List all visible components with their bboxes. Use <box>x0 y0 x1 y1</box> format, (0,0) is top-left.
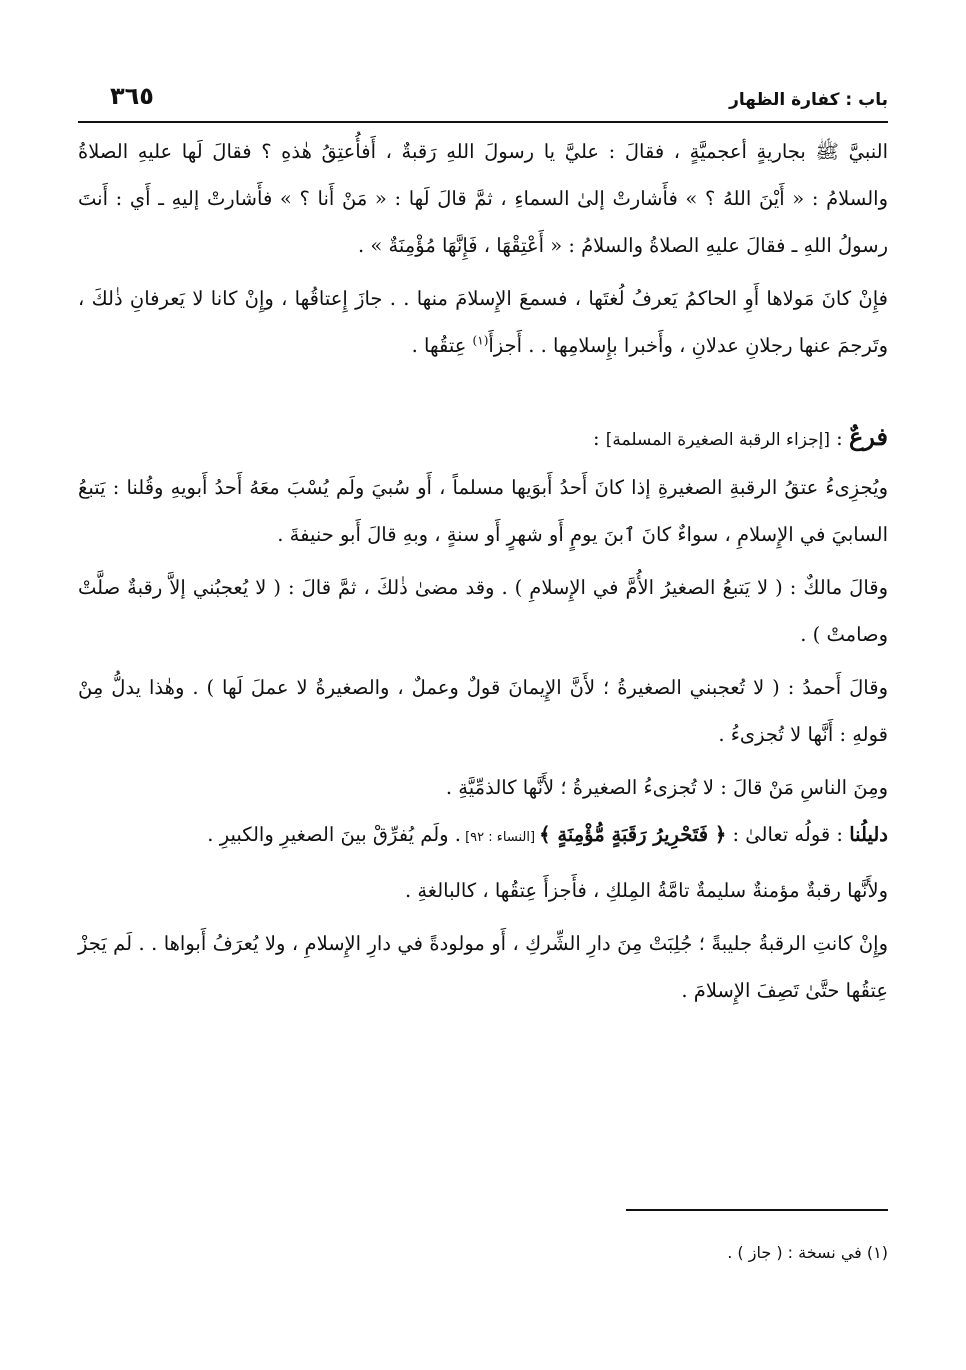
section-heading <box>78 413 888 464</box>
footnote-divider <box>626 1209 888 1211</box>
main-text <box>78 128 888 1014</box>
paragraph-1: النبيَّ ﷺ بجاريةٍ أعجميَّةٍ ، فقالَ : عليَّ يا رسولَ اللهِ رَقبةٌ ، أَفأُعتِقُ هٰذهِ ؟ فقالَ لَها عليهِ الصلاةُ والسلامُ : « أَيْنَ اللهُ ؟ » فأَشارتْ إلىٰ السماءِ ، ثمَّ قالَ لَها : « مَنْ أَنا ؟ » فأَشارتْ إليهِ ـ أَي : أَنتَ رسولُ اللهِ ـ فقالَ عليهِ الصلاةُ والسلامُ : « أَعْتِقْهَا ، فَإِنَّهَا مُؤْمِنَةٌ » . <box>78 140 888 257</box>
running-header-title: باب : كفارة الظهار <box>729 90 888 110</box>
branch-title: [إجزاء الرقبة الصغيرة المسلمة] <box>605 430 830 450</box>
paragraph-7-rest: . ولَم يُفرِّقْ بينَ الصغيرِ والكبيرِ . <box>207 823 461 846</box>
footnote-marker: (١) <box>472 333 489 348</box>
branch-end: : <box>593 427 606 450</box>
paragraph-6: ومِنَ الناسِ مَنْ قالَ : لا تُجزىءُ الصغيرةُ ؛ لأَنَّها كالذمِّيَّةِ . <box>445 776 888 799</box>
paragraph-3: ويُجزِىءُ عتقُ الرقبةِ الصغيرةِ إذا كانَ أَحدُ أَبوَيها مسلماً ، أَو سُبيَ ولَم يُسْبَ معَهُ أَحدُ أَبويهِ وقُلنا : يَتبعُ السابيَ في الإِسلامِ ، سواءٌ كانَ ٱبنَ يومٍ أَو شهرٍ أَو سنةٍ ، وبهِ قالَ أَبو حنيفةَ . <box>78 476 888 546</box>
paragraph-7-intro: : قولُه تعالىٰ : <box>726 823 850 846</box>
page-number: ٣٦٥ <box>110 82 154 110</box>
verse-citation: [النساء : ٩٢] <box>460 830 540 845</box>
branch-separator: : <box>829 427 849 450</box>
paragraph-8: ولأَنَّها رقبةٌ مؤمنةٌ سليمةٌ تامَّةُ المِلكِ ، فأَجزأَ عِتقُها ، كالبالغةِ . <box>404 879 888 902</box>
evidence-lead: دليلُنا <box>849 823 888 846</box>
paragraph-5: وقالَ أَحمدُ : ( لا تُعجبني الصغيرةُ ؛ لأَنَّ الإِيمانَ قولٌ وعملٌ ، والصغيرةُ لا عملَ لَها ) . وهٰذا يدلُّ مِنْ قولهِ : أَنَّها لا تُجزىءُ . <box>78 676 888 746</box>
footnote: (١) في نسخة : ( جاز ) . <box>727 1243 888 1262</box>
paragraph-9: وإِنْ كانتِ الرقبةُ جليبةً ؛ جُلِبَتْ مِنَ دارِ الشِّركِ ، أَو مولودةً في دارِ الإِسلامِ ، ولا يُعرَفُ أَبواها . . لَم يَجزْ عِتقُها حتَّىٰ تَصِفَ الإِسلامَ . <box>78 932 888 1002</box>
paragraph-4: وقالَ مالكٌ : ( لا يَتبعُ الصغيرُ الأُمَّ في الإِسلامِ ) . وقد مضىٰ ذٰلكَ ، ثمَّ قالَ : ( لا يُعجبُني إلاَّ رقبةٌ صلَّتْ وصامتْ ) . <box>78 576 888 646</box>
paragraph-7 <box>78 811 888 861</box>
quran-verse: ﴿ فَتَحْرِيرُ رَقَبَةٍ مُّؤْمِنَةٍ ﴾ <box>539 823 727 846</box>
branch-label: فرعٌ <box>848 422 888 451</box>
paragraph-2-text: فإِنْ كانَ مَولاها أَوِ الحاكمُ يَعرفُ لُغتَها ، فسمعَ الإِسلامَ منها . . جازَ إِعتاقُها ، وإِنْ كانا لا يَعرفانِ ذٰلكَ ، وتَرجمَ عنها رجلانِ عدلانِ ، وأَخبرا بإِسلامِها . . أَجزأَ <box>78 287 888 357</box>
paragraph-2 <box>78 275 888 369</box>
header-divider <box>78 121 888 123</box>
paragraph-2-end: عِتقُها . <box>411 334 473 357</box>
